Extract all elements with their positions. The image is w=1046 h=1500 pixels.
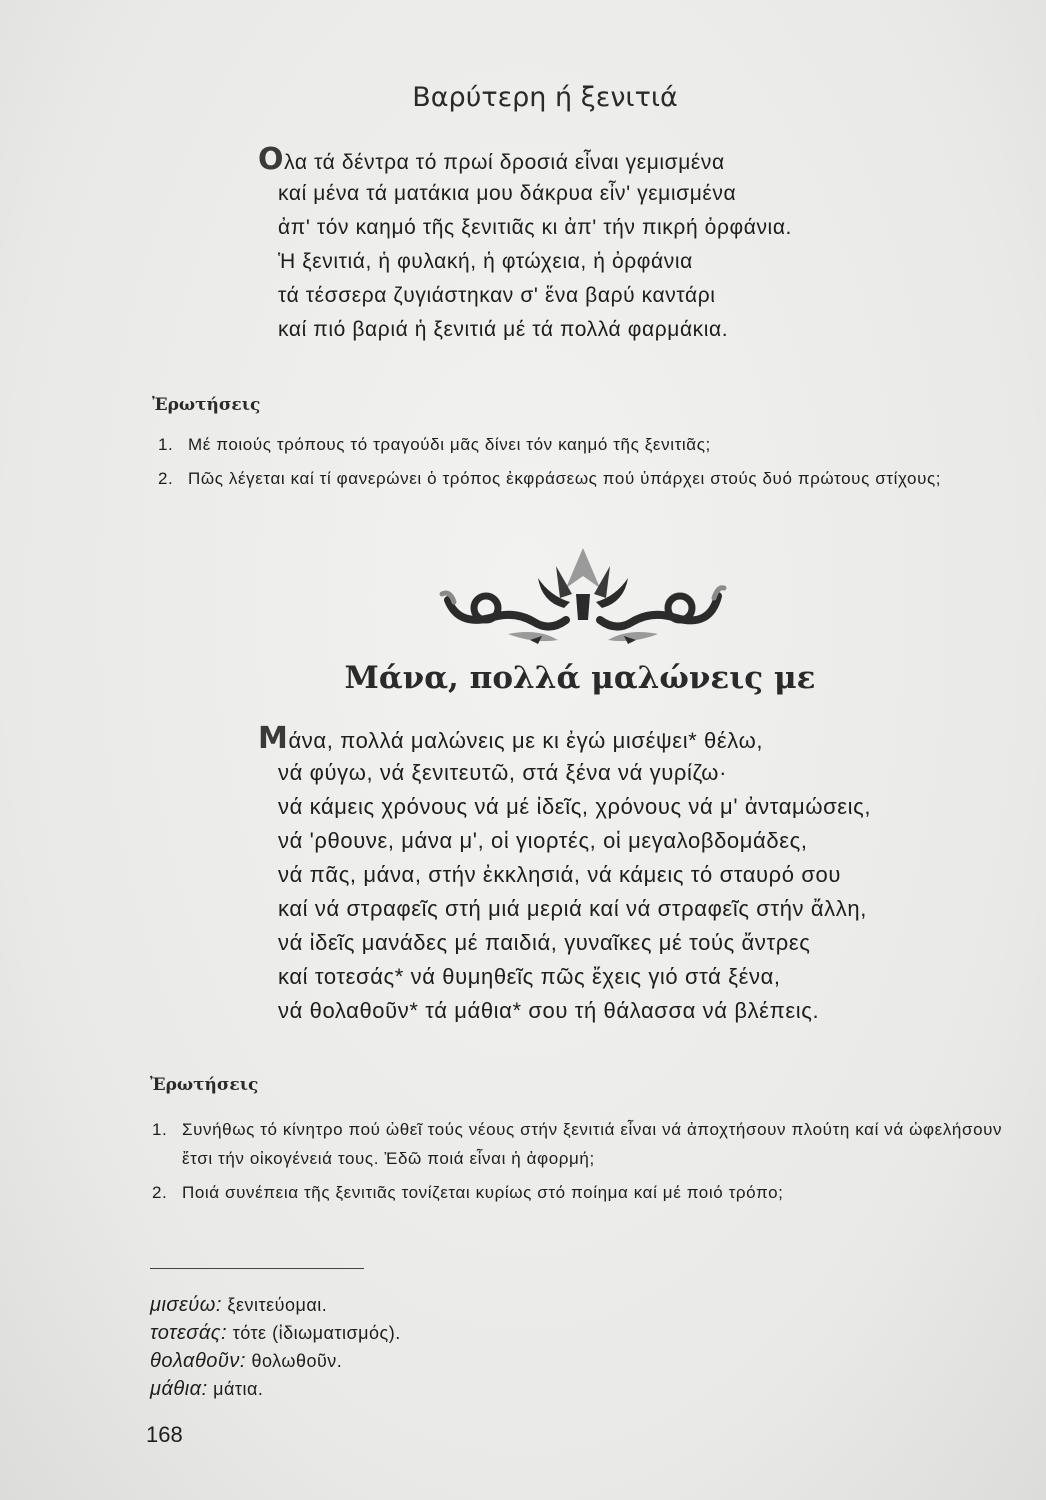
poem-line: νά πᾶς, μάνα, στήν ἐκκλησιά, νά κάμεις τό σταυρό σου xyxy=(278,862,841,887)
question-text: Ποιά συνέπεια τῆς ξενιτιᾶς τονίζεται κυρίως στό ποίημα καί μέ ποιό τρόπο; xyxy=(182,1183,784,1202)
ornament-left-scroll xyxy=(448,600,566,627)
footnote xyxy=(150,1291,401,1319)
poem-line: νά θολαθοῦν* τά μάθια* σου τή θάλασσα νά βλέπεις. xyxy=(278,998,820,1023)
poem-1 xyxy=(258,143,958,347)
footnote xyxy=(150,1347,401,1375)
poem-title-2: Μάνα, πολλά μαλώνεις με xyxy=(344,660,816,696)
question-number: 2. xyxy=(152,1183,168,1202)
footnote-definition: τότε (ἰδιωματισμός). xyxy=(232,1323,401,1343)
poem-line xyxy=(258,722,1018,756)
questions-heading-1: Ἐρωτήσεις xyxy=(152,395,261,415)
poem-line: Ἡ ξενιτιά, ἡ φυλακή, ἡ φτώχεια, ἡ ὀρφάνια xyxy=(278,250,693,273)
question-number: 1. xyxy=(158,435,174,454)
footnote-term: τοτεσάς: xyxy=(150,1322,228,1344)
question-item xyxy=(152,1115,1027,1173)
questions-list-1 xyxy=(158,430,1028,498)
footnote-definition: θολωθοῦν. xyxy=(251,1351,343,1371)
poem-line: ἀπ' τόν καημό τῆς ξενιτιᾶς κι ἀπ' τήν πικρή ὀρφάνια. xyxy=(278,216,792,239)
question-text: Συνήθως τό κίνητρο πού ὠθεῖ τούς νέους στήν ξενιτιά εἶναι νά ἀποχτήσουν πλούτη καί νά ὠφελήσουν ἔτσι τήν οἰκογένειά τους. Ἐδῶ ποιά εἶναι ἡ ἀφορμή; xyxy=(182,1120,1003,1168)
footnote xyxy=(150,1375,401,1403)
poem-line: νά κάμεις χρόνους νά μέ ἰδεῖς, χρόνους νά μ' ἀνταμώσεις, xyxy=(278,794,872,819)
footnote-definition: μάτια. xyxy=(213,1379,264,1399)
poem-line: καί μένα τά ματάκια μου δάκρυα εἶν' γεμισμένα xyxy=(278,182,737,205)
question-item xyxy=(158,430,1028,459)
footnote-term: μισεύω: xyxy=(150,1294,222,1316)
ornament-stem xyxy=(576,594,590,620)
footnote-term: μάθια: xyxy=(150,1378,208,1400)
poem-line: νά φύγω, νά ξενιτευτῶ, στά ξένα νά γυρίζω· xyxy=(278,760,728,785)
poem-line xyxy=(258,143,958,177)
questions-list-2 xyxy=(152,1115,1027,1212)
question-item xyxy=(152,1178,1027,1207)
poem-line-text: άνα, πολλά μαλώνεις με κι ἐγώ μισέψει* θέλω, xyxy=(288,728,764,753)
question-text: Μέ ποιούς τρόπους τό τραγούδι μᾶς δίνει τόν καημό τῆς ξενιτιᾶς; xyxy=(188,435,711,454)
ornament-center-leaf xyxy=(566,548,600,588)
drop-cap: Ο xyxy=(258,142,285,177)
poem-line: καί πιό βαριά ἡ ξενιτιά μέ τά πολλά φαρμάκια. xyxy=(278,318,729,341)
drop-cap: Μ xyxy=(258,721,289,756)
question-number: 2. xyxy=(158,469,174,488)
page-number: 168 xyxy=(146,1422,183,1447)
poem-line: νά ἰδεῖς μανάδες μέ παιδιά, γυναῖκες μέ τούς ἄντρες xyxy=(278,930,811,955)
footnote-definition: ξενιτεύομαι. xyxy=(227,1295,328,1315)
poem-line: καί τοτεσάς* νά θυμηθεῖς πῶς ἔχεις γιό στά ξένα, xyxy=(278,964,781,989)
poem-line: καί νά στραφεῖς στή μιά μεριά καί νά στραφεῖς στήν ἄλλη, xyxy=(278,896,867,921)
floral-ornament-icon xyxy=(438,536,728,654)
question-item xyxy=(158,464,1028,493)
footnote-divider xyxy=(150,1268,364,1269)
poem-line-text: λα τά δέντρα τό πρωί δροσιά εἶναι γεμισμένα xyxy=(284,151,725,174)
poem-2 xyxy=(258,722,1018,1028)
questions-heading-2: Ἐρωτήσεις xyxy=(150,1075,259,1095)
poem-title-1: Βαρύτερη ή ξενιτιά xyxy=(412,82,678,113)
footnotes xyxy=(150,1291,401,1403)
poem-line: τά τέσσερα ζυγιάστηκαν σ' ἕνα βαρύ καντάρι xyxy=(278,284,716,307)
poem-line: νά 'ρθουνε, μάνα μ', οἱ γιορτές, οἱ μεγαλοβδομάδες, xyxy=(278,828,808,853)
ornament-right-scroll xyxy=(600,596,718,627)
footnote xyxy=(150,1319,401,1347)
footnote-term: θολαθοῦν: xyxy=(150,1350,246,1372)
question-text: Πῶς λέγεται καί τί φανερώνει ὁ τρόπος ἐκφράσεως πού ὑπάρχει στούς δυό πρώτους στίχους; xyxy=(188,469,942,488)
question-number: 1. xyxy=(152,1120,168,1139)
